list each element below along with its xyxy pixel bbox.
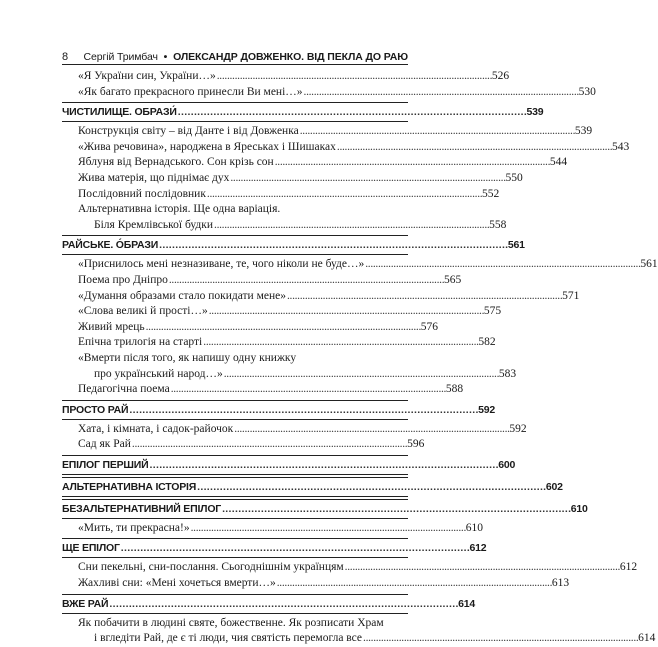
toc-entry [62,187,500,203]
dot-leader [207,187,481,203]
toc-entry-title: Жахливі сни: «Мені хочеться вмерти…» [78,577,276,590]
running-head-author: Сергій Тримбач [83,51,158,63]
dot-leader [345,560,619,576]
dot-leader [234,422,508,438]
toc-entry [62,422,527,438]
dot-leader [109,595,457,613]
toc-entry-title: «Я України син, України…» [78,70,216,82]
dot-leader [224,367,498,383]
toc-entry-page: 575 [483,305,502,318]
toc-entry-page: 612 [619,561,638,574]
toc-entry [62,69,510,85]
toc-entry-title: Як побачити в людині святе, божественне. Як розписати Храм [78,616,384,629]
toc-entry-page: 588 [445,383,464,396]
toc-entry-page: 565 [444,273,462,286]
toc-entry-title: Сад як Рай [78,438,131,451]
toc-entry [62,202,408,218]
toc-section-heading [62,477,563,497]
dot-leader [287,289,561,305]
toc-entry-page: 576 [420,320,438,333]
toc-entry-page: 539 [526,106,544,119]
toc-entry-page: 610 [570,502,588,515]
toc-entry-page: 552 [482,187,500,200]
toc-entry-page: 561 [507,239,525,252]
toc-section-heading [62,499,588,519]
toc-entry [62,273,462,289]
toc-entry-page: 583 [498,367,517,380]
toc-entry [62,304,502,320]
dot-leader [304,85,578,101]
dot-leader [214,218,488,234]
toc-entry-title: Педагогічна поема [78,383,170,396]
toc-entry-title: ЧИСТИЛИЩЕ. ОБРАЗИ́ [62,106,177,119]
toc-entry-page: 544 [549,156,568,169]
toc-entry-page: 612 [469,542,487,555]
toc-entry-page: 558 [489,218,507,231]
toc-entry-page: 600 [498,458,516,471]
dot-leader [203,335,477,351]
toc-entry-page: 526 [491,70,510,82]
dot-leader [121,539,469,557]
toc-section-heading [62,594,476,614]
toc-entry-title: Епічна трилогія на старті [78,336,203,349]
toc-section-heading [62,400,495,420]
toc-entry-page: 543 [612,140,630,153]
toc-entry-title: про український народ…» [94,367,223,380]
toc-entry-title: Сни пекельні, сни-послання. Сьогоднішнім українцям [78,561,344,574]
toc-entry [62,521,483,537]
dot-leader [149,456,497,474]
toc-entry-title: «Як багато прекрасного принесли Ви мені…» [78,85,303,98]
dot-leader [230,171,504,187]
toc-entry-page: 530 [578,85,596,98]
toc-entry-title: Альтернативна історія. Ще одна варіація. [78,203,281,216]
table-of-contents [62,69,658,647]
toc-entry-page: 571 [562,289,580,302]
dot-leader [129,401,477,419]
toc-entry [62,631,656,647]
toc-entry [62,289,580,305]
toc-entry-title: Конструкція світу – від Данте і від Довженка [78,125,299,138]
toc-entry-page: 602 [545,480,563,493]
dot-leader [191,521,465,537]
toc-entry [62,155,568,171]
page-number: 8 [62,51,69,63]
toc-entry-title: Жива матерія, що піднімає дух [78,171,230,184]
toc-entry [62,351,408,367]
toc-entry-page: 614 [638,632,656,645]
dot-leader [337,140,611,156]
dot-leader [178,103,526,121]
dot-leader [300,124,574,140]
toc-entry [62,437,425,453]
toc-entry-title: і вгледіти Рай, де є ті люди, чия святість перемогла все [94,632,363,645]
running-head-title: ОЛЕКСАНДР ДОВЖЕНКО. ВІД ПЕКЛА ДО РАЮ [173,51,408,63]
toc-entry-title: РАЙСЬКЕ. О́БРАЗИ [62,239,159,252]
toc-entry [62,320,438,336]
toc-entry-title: ЩЕ ЕПІЛОГ [62,542,120,555]
toc-section-heading [62,235,525,255]
toc-entry-title: АЛЬТЕРНАТИВНА ІСТОРІЯ [62,480,197,493]
toc-entry [62,257,658,273]
toc-entry [62,576,570,592]
dot-leader [209,304,483,320]
toc-entry-title: «Приснилось мені незназиване, те, чого ніколи не буде…» [78,258,365,271]
dot-leader [365,257,639,273]
toc-section-heading [62,455,516,475]
dot-leader [363,631,637,647]
toc-entry-title: Живий мрець [78,320,145,333]
toc-entry-page: 561 [640,258,658,271]
toc-entry-title: ПРОСТО РАЙ [62,403,129,416]
toc-entry-page: 539 [574,125,593,138]
toc-entry-title: Яблуня від Вернадського. Сон крізь сон [78,156,274,169]
toc-entry-title: Біля Кремлівської будки [94,218,214,231]
toc-entry [62,560,638,576]
toc-entry-page: 550 [505,171,523,184]
dot-leader [146,320,420,336]
toc-entry [62,171,523,187]
toc-entry-title: Хата, і кімната, і садок-райочок [78,422,234,435]
toc-entry-title: Поема про Дніпро [78,273,168,286]
toc-entry-page: 592 [509,422,527,435]
toc-entry [62,85,596,101]
toc-entry [62,124,593,140]
toc-entry-title: «Вмерти після того, як напишу одну книжку [78,351,297,364]
dot-leader [171,382,445,398]
dot-leader [132,437,406,453]
toc-entry-title: Послідовний послідовник [78,187,206,200]
toc-section-heading [62,102,544,122]
toc-entry-title: ВЖЕ РАЙ [62,597,109,610]
running-head [84,51,408,63]
toc-entry [62,616,408,632]
toc-entry-title: ЕПІЛОГ ПЕРШИЙ [62,458,149,471]
toc-entry-title: «Слова великі й прості…» [78,305,208,318]
toc-entry-title: «Жива речовина», народжена в Яреськах і Шишаках [78,140,336,153]
dot-leader [217,69,491,85]
toc-entry-page: 592 [478,403,495,416]
toc-entry-title: БЕЗАЛЬТЕРНАТИВНИЙ ЕПІЛОГ [62,502,222,515]
toc-entry-page: 614 [458,597,476,610]
toc-entry-page: 613 [551,577,570,590]
toc-entry-page: 596 [407,438,425,451]
dot-leader [169,273,443,289]
toc-entry [62,335,496,351]
dot-leader [159,236,507,254]
toc-entry [62,218,507,234]
dot-leader [277,576,551,592]
dot-leader [275,155,549,171]
toc-entry-page: 582 [478,336,496,349]
dot-leader [197,478,545,496]
toc-entry [62,382,464,398]
dot-leader [222,500,570,518]
toc-section-heading [62,538,487,558]
header-rule [62,64,408,65]
toc-entry-page: 610 [465,521,483,534]
toc-entry-title: «Мить, ти прекрасна!» [78,521,190,534]
running-head-separator: • [163,51,168,63]
toc-entry-title: «Думання образами стало покидати мене» [78,289,286,302]
toc-entry [62,367,517,383]
toc-entry [62,140,630,156]
